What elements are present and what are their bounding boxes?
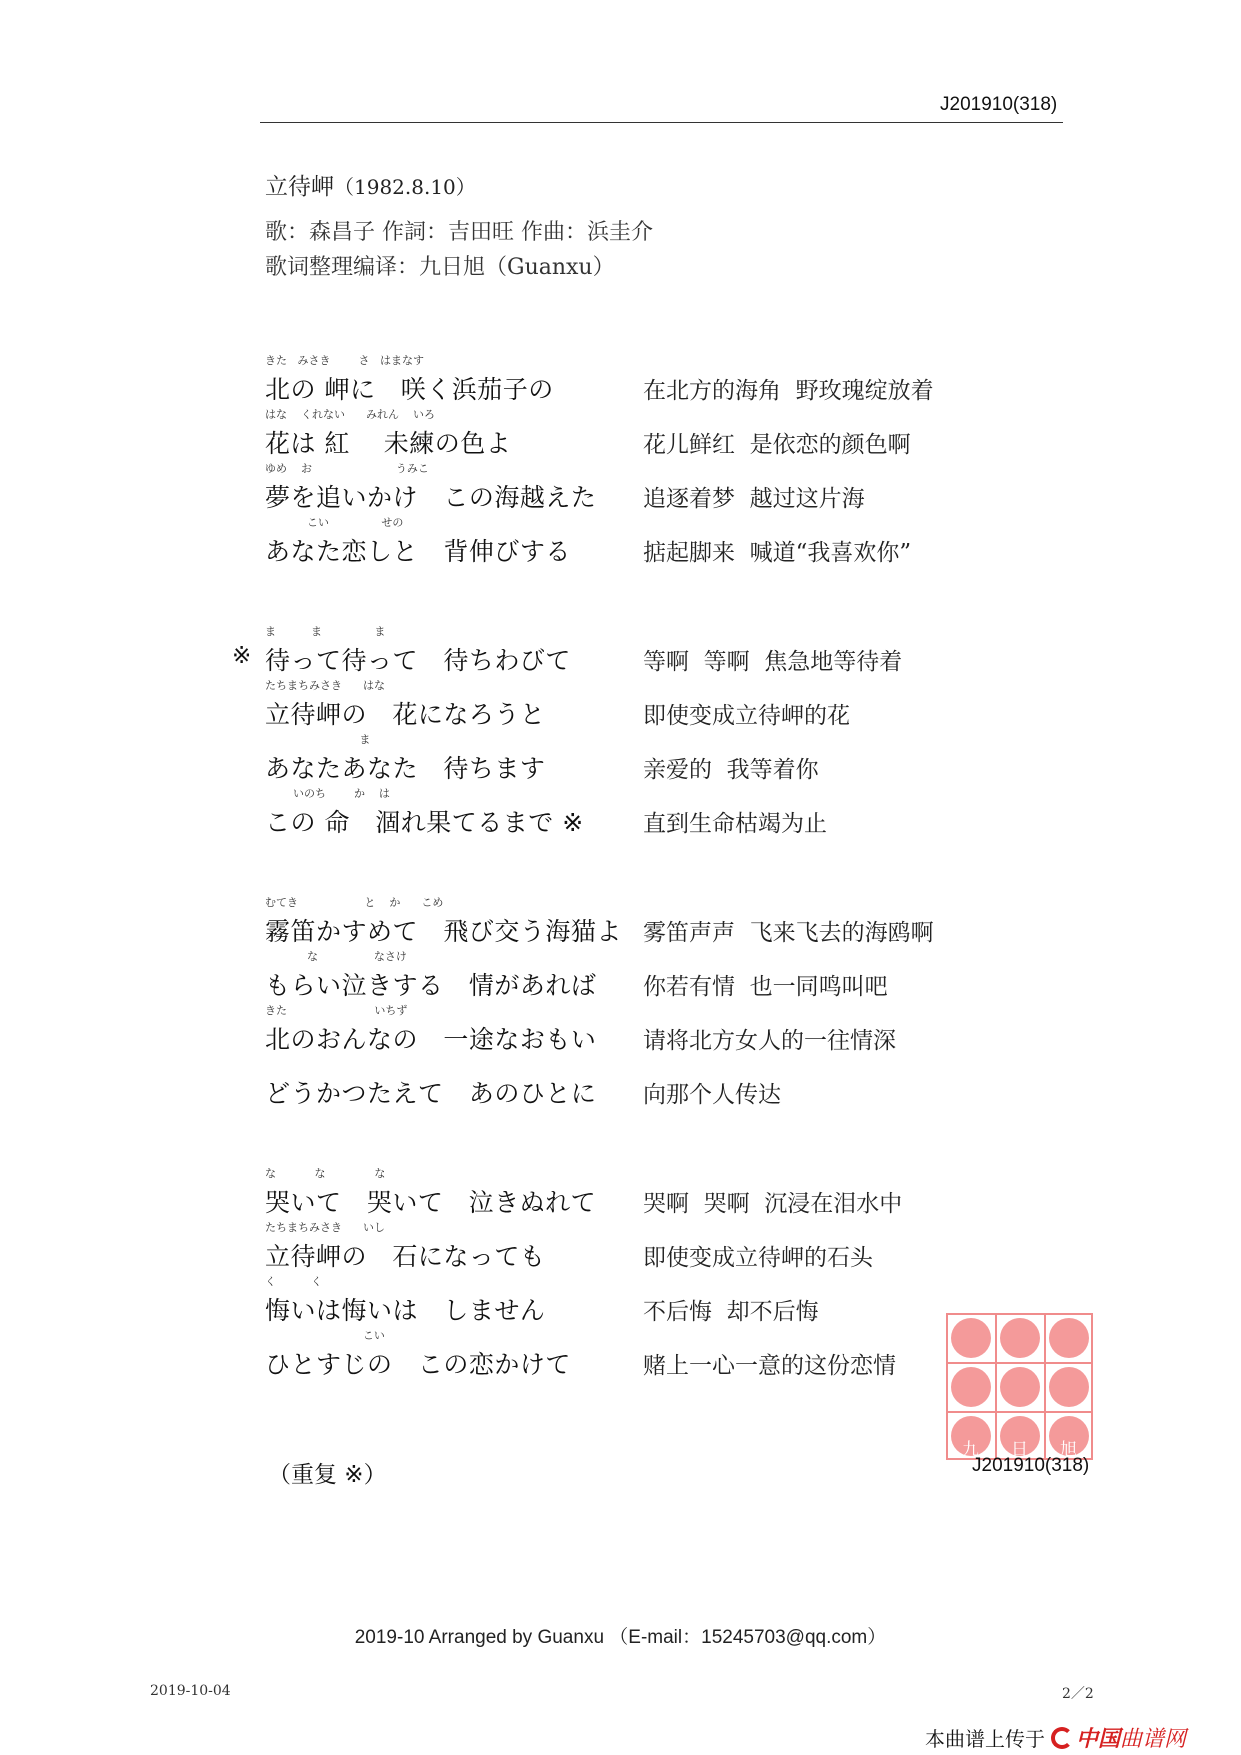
- japanese-lyric: 待って待って 待ちわびて: [265, 646, 571, 675]
- song-title-text: 立待岬: [265, 174, 334, 200]
- furigana: たちまちみさき いし: [265, 1221, 385, 1234]
- lyric-line: [0, 1165, 1241, 1219]
- site-brand-red: 中国: [1076, 1727, 1121, 1752]
- furigana: ゆめ お うみこ: [265, 462, 429, 475]
- seal-dot: [1049, 1318, 1089, 1358]
- arranger-footer: 2019-10 Arranged by Guanxu （E-mail：15245703@qq.com）: [354, 1627, 887, 1648]
- japanese-lyric: どうかつたえて あのひとに: [265, 1079, 597, 1108]
- japanese-lyric: あなた恋しと 背伸びする: [265, 537, 571, 566]
- chinese-translation: 哭啊 哭啊 沉浸在泪水中: [643, 1191, 903, 1217]
- chinese-translation: 向那个人传达: [643, 1082, 781, 1108]
- chinese-translation: 即使变成立待岬的花: [643, 703, 850, 729]
- japanese-lyric: あなたあなた 待ちます: [265, 754, 546, 783]
- lyric-line: [0, 948, 1241, 1002]
- japanese-lyric: 悔いは悔いは しません: [265, 1296, 546, 1325]
- japanese-lyric: 夢を追いかけ この海越えた: [265, 483, 597, 512]
- furigana: いのち か は: [265, 787, 390, 800]
- seal-dot: [1000, 1318, 1040, 1358]
- seal-dot: [1049, 1367, 1089, 1407]
- japanese-lyric: 立待岬の 花になろうと: [265, 700, 546, 729]
- lyric-line: [0, 731, 1241, 785]
- chinese-translation: 即使变成立待岬的石头: [643, 1245, 873, 1271]
- seal-char: 九: [962, 1440, 979, 1460]
- lyric-line: [0, 1002, 1241, 1056]
- furigana: こい: [265, 1329, 385, 1342]
- document-code: J201910(318): [940, 94, 1058, 115]
- upload-credit: [925, 1722, 1186, 1753]
- document-code-bottom: J201910(318): [972, 1455, 1090, 1476]
- chinese-translation: 请将北方女人的一往情深: [643, 1028, 896, 1054]
- furigana: たちまちみさき はな: [265, 679, 385, 692]
- furigana: きた いちず: [265, 1004, 408, 1017]
- furigana: ま ま ま: [265, 625, 386, 638]
- lyric-line: [0, 677, 1241, 731]
- furigana: く く: [265, 1275, 322, 1288]
- chinese-translation: 直到生命枯竭为止: [643, 811, 827, 837]
- furigana: こい せの: [265, 516, 404, 529]
- japanese-lyric: 北のおんなの 一途なおもい: [265, 1025, 597, 1054]
- page-number: 2／2: [1062, 1686, 1094, 1702]
- song-date: （1982.8.10）: [334, 175, 476, 199]
- seal-dot: [951, 1367, 991, 1407]
- lyric-line: [0, 406, 1241, 460]
- seal-gridline: [948, 1362, 1091, 1364]
- seal-char: 旭: [1060, 1440, 1077, 1460]
- lyrics-editor-credit: 歌词整理编译：九日旭（Guanxu）: [265, 255, 615, 280]
- site-brand-name: 曲谱网: [1120, 1727, 1187, 1752]
- japanese-lyric: この 命 涸れ果てるまで ※: [265, 808, 584, 837]
- chinese-translation: 在北方的海角 野玫瑰绽放着: [643, 378, 934, 404]
- lyric-line: [0, 1056, 1241, 1110]
- song-title: [265, 168, 476, 201]
- print-date: 2019-10-04: [150, 1683, 231, 1699]
- seal-gridline: [995, 1315, 997, 1458]
- japanese-lyric: もらい泣きする 情があれば: [265, 971, 597, 1000]
- seal-gridline: [948, 1411, 1091, 1413]
- repeat-note: （重复 ※）: [268, 1462, 387, 1488]
- seal-stamp: [946, 1313, 1093, 1460]
- chinese-translation: 雾笛声声 飞来飞去的海鸥啊: [643, 920, 934, 946]
- furigana: きた みさき さ はまなす: [265, 354, 424, 367]
- lyric-line: [0, 514, 1241, 568]
- seal-gridline: [1044, 1315, 1046, 1458]
- chinese-translation: 赌上一心一意的这份恋情: [643, 1353, 896, 1379]
- chinese-translation: 掂起脚来 喊道“我喜欢你”: [643, 540, 912, 566]
- japanese-lyric: 立待岬の 石になっても: [265, 1242, 546, 1271]
- chinese-translation: 你若有情 也一同鸣叫吧: [643, 974, 888, 1000]
- japanese-lyric: 哭いて 哭いて 泣きぬれて: [265, 1188, 597, 1217]
- seal-dot: [951, 1318, 991, 1358]
- furigana: むてき と か こめ: [265, 896, 444, 909]
- lyric-line: [0, 623, 1241, 677]
- seal-char: 日: [1011, 1440, 1028, 1460]
- lyric-line: [0, 460, 1241, 514]
- japanese-lyric: 霧笛かすめて 飛び交う海猫よ: [265, 917, 622, 946]
- furigana: ま: [265, 733, 371, 746]
- japanese-lyric: 花は 紅 未練の色よ: [265, 429, 512, 458]
- site-logo-icon: [1051, 1727, 1073, 1749]
- upload-prefix: 本曲谱上传于: [925, 1727, 1045, 1751]
- lyric-line: [0, 785, 1241, 839]
- furigana: な なさけ: [265, 950, 407, 963]
- furigana: な な な: [265, 1167, 386, 1180]
- seal-dot: [1000, 1367, 1040, 1407]
- song-credits: 歌：森昌子 作詞：吉田旺 作曲：浜圭介: [265, 220, 653, 245]
- chinese-translation: 追逐着梦 越过这片海: [643, 486, 865, 512]
- chinese-translation: 不后悔 却不后悔: [643, 1299, 819, 1325]
- chinese-translation: 亲爱的 我等着你: [643, 757, 819, 783]
- header-rule: [260, 122, 1063, 123]
- lyric-line: [0, 352, 1241, 406]
- furigana: はな くれない みれん いろ: [265, 408, 435, 421]
- repeat-mark: ※: [232, 643, 252, 669]
- chinese-translation: 花儿鲜红 是依恋的颜色啊: [643, 432, 911, 458]
- chinese-translation: 等啊 等啊 焦急地等待着: [643, 649, 903, 675]
- lyric-line: [0, 1219, 1241, 1273]
- japanese-lyric: ひとすじの この恋かけて: [265, 1350, 571, 1379]
- japanese-lyric: 北の 岬に 咲く浜茄子の: [265, 375, 554, 404]
- lyric-line: [0, 894, 1241, 948]
